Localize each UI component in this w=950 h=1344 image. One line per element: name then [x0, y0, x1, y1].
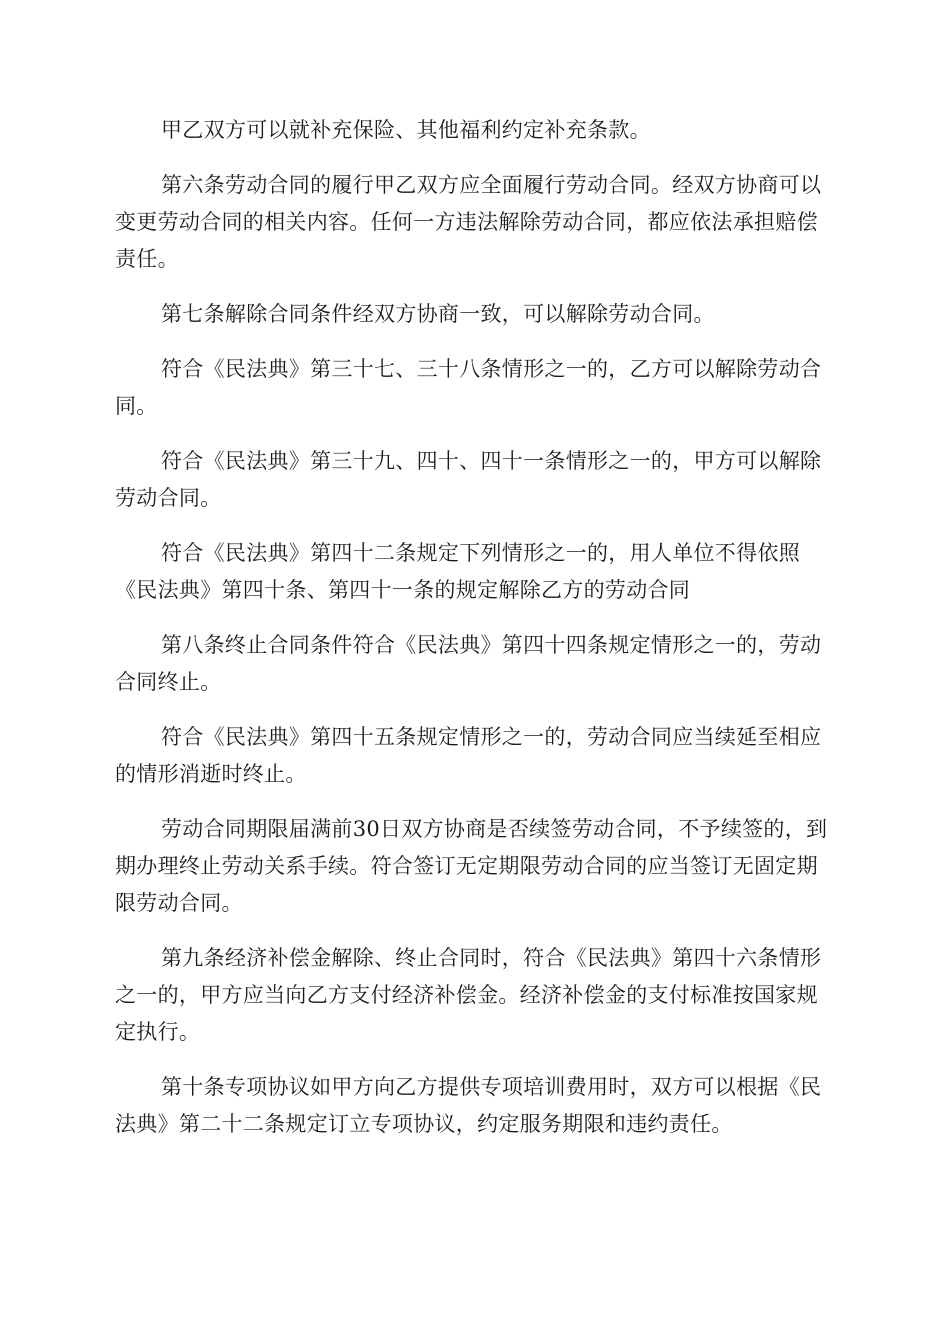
- paragraph-article-7: 第七条解除合同条件经双方协商一致，可以解除劳动合同。: [161, 302, 715, 326]
- paragraph-employee-termination: 符合《民法典》第三十七、三十八条情形之一的，乙方可以解除劳动合同。: [115, 357, 822, 418]
- paragraph-article-9: 第九条经济补偿金解除、终止合同时，符合《民法典》第四十六条情形之一的，甲方应当向乙方支付经济补偿金。经济补偿金的支付标准按国家规定执行。: [115, 946, 822, 1044]
- paragraph-supplementary-terms: 甲乙双方可以就补充保险、其他福利约定补充条款。: [161, 118, 651, 142]
- paragraph-article-10: 第十条专项协议如甲方向乙方提供专项培训费用时，双方可以根据《民法典》第二十二条规定订立专项协议，约定服务期限和违约责任。: [115, 1075, 822, 1136]
- paragraph-employer-termination: 符合《民法典》第三十九、四十、四十一条情形之一的，甲方可以解除劳动合同。: [115, 449, 822, 510]
- paragraph-termination-restrictions: 符合《民法典》第四十二条规定下列情形之一的，用人单位不得依照《民法典》第四十条、第四十一条的规定解除乙方的劳动合同: [115, 541, 800, 602]
- document-body: [115, 112, 835, 1161]
- paragraph-article-8: 第八条终止合同条件符合《民法典》第四十四条规定情形之一的，劳动合同终止。: [115, 633, 822, 694]
- paragraph-contract-extension: 符合《民法典》第四十五条规定情形之一的，劳动合同应当续延至相应的情形消逝时终止。: [115, 725, 822, 786]
- paragraph-renewal: 劳动合同期限届满前30日双方协商是否续签劳动合同，不予续签的，到期办理终止劳动关系手续。符合签订无定期限劳动合同的应当签订无固定期限劳动合同。: [115, 817, 828, 915]
- paragraph-article-6: 第六条劳动合同的履行甲乙双方应全面履行劳动合同。经双方协商可以变更劳动合同的相关内容。任何一方违法解除劳动合同，都应依法承担赔偿责任。: [115, 173, 822, 271]
